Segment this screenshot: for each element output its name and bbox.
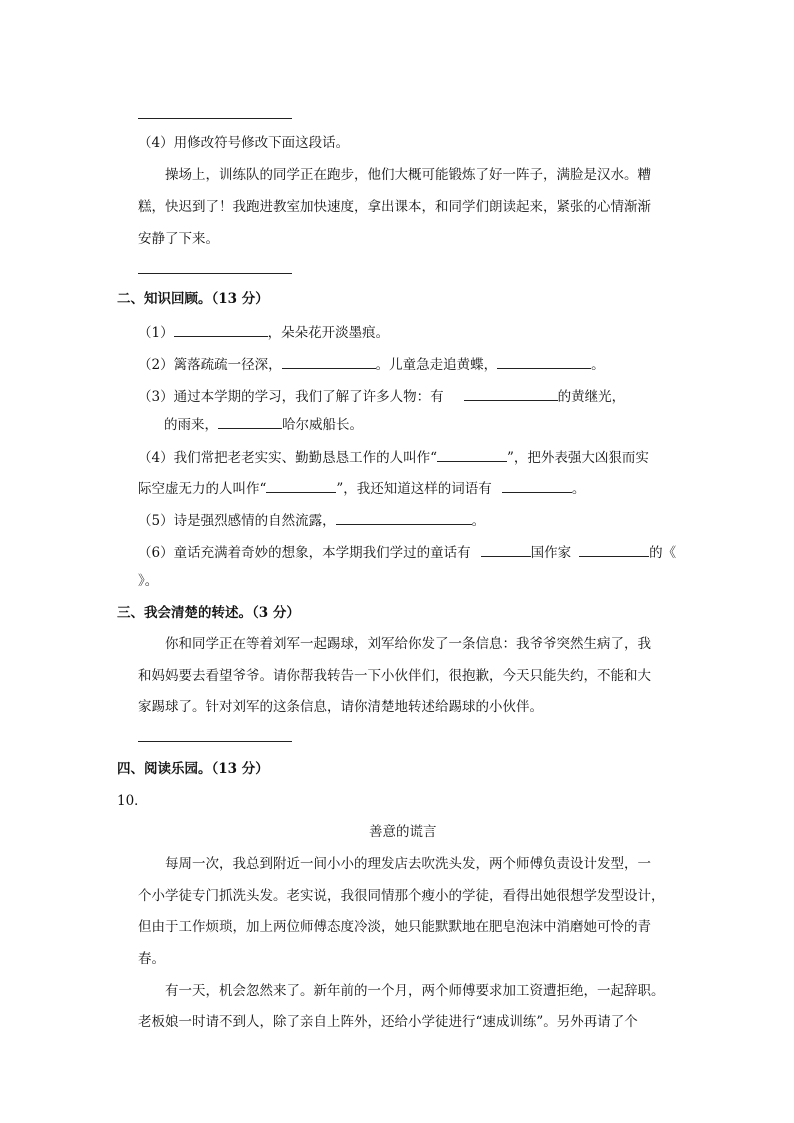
passage-line: 每周一次，我总到附近一间小小的理发店去吹洗头发，两个师傅负责设计发型，一 bbox=[165, 856, 651, 872]
answer-line[interactable] bbox=[138, 273, 292, 274]
passage-line: 糕，快迟到了！我跑进教室加快速度，拿出课本，和同学们朗读起来，紧张的心情渐渐 bbox=[138, 199, 651, 215]
blank-field[interactable] bbox=[464, 386, 558, 401]
blank-field[interactable] bbox=[336, 510, 472, 525]
passage-title: 善意的谎言 bbox=[369, 824, 437, 840]
blank-field[interactable] bbox=[174, 322, 268, 337]
fill-item-2: （2）篱落疏疏一径深， 。儿童急走追黄蝶， 。 bbox=[138, 354, 605, 374]
section-heading: 三、我会清楚的转述。（3 分） bbox=[117, 605, 300, 621]
fill-item-3-cont: 的雨来， 哈尔威船长。 bbox=[138, 414, 363, 434]
fill-item-5: （5）诗是强烈感情的自然流露， 。 bbox=[138, 510, 485, 530]
section-heading: 四、阅读乐园。（13 分） bbox=[117, 761, 269, 777]
passage-line: 老板娘一时请不到人，除了亲自上阵外，还给小学徒进行“速成训练”。另外再请了个 bbox=[138, 1014, 638, 1030]
fill-item-4: （4）我们常把老老实实、勤勤恳恳工作的人叫作“ ”，把外表强大凶狠而实 bbox=[138, 447, 649, 467]
fill-item-4-cont: 际空虚无力的人叫作“ ”，我还知道这样的词语有 。 bbox=[138, 478, 585, 498]
passage-line: 操场上，训练队的同学正在跑步，他们大概可能锻炼了好一阵子，满脸是汉水。糟 bbox=[165, 167, 651, 183]
passage-line: 有一天，机会忽然来了。新年前的一个月，两个师傅要求加工资遭拒绝，一起辞职。 bbox=[165, 983, 665, 999]
blank-field[interactable] bbox=[497, 354, 591, 369]
section-heading: 二、知识回顾。（13 分） bbox=[117, 291, 269, 307]
passage-line: 个小学徒专门抓洗头发。老实说，我很同情那个瘦小的学徒，看得出她很想学发型设计， bbox=[138, 888, 665, 904]
blank-field[interactable] bbox=[282, 354, 376, 369]
paragraph-line: 和妈妈要去看望爷爷。请你帮我转告一下小伙伴们，很抱歉，今天只能失约，不能和大 bbox=[138, 668, 651, 684]
passage-line: 安静了下来。 bbox=[138, 231, 219, 247]
paragraph-line: 家踢球了。针对刘军的这条信息，请你清楚地转述给踢球的小伙伴。 bbox=[138, 699, 543, 715]
answer-line[interactable] bbox=[138, 118, 292, 119]
fill-item-6-cont: 》。 bbox=[138, 573, 159, 589]
fill-item-6: （6）童话充满着奇妙的想象，本学期我们学过的童话有 国作家 的《 bbox=[138, 542, 676, 562]
answer-line[interactable] bbox=[138, 741, 292, 742]
paragraph-line: 你和同学正在等着刘军一起踢球，刘军给你发了一条信息：我爷爷突然生病了，我 bbox=[165, 636, 651, 652]
passage-line: 春。 bbox=[138, 951, 165, 967]
question-number: 10． bbox=[117, 793, 148, 809]
fill-item-3: （3）通过本学期的学习，我们了解了许多人物：有 的黄继光， bbox=[138, 386, 625, 406]
blank-field[interactable] bbox=[138, 415, 164, 429]
question-prompt: （4）用修改符号修改下面这段话。 bbox=[138, 135, 350, 151]
blank-field[interactable] bbox=[266, 478, 336, 493]
blank-field[interactable] bbox=[502, 478, 572, 493]
blank-field[interactable] bbox=[481, 542, 531, 557]
fill-item-1: （1） ，朵朵花开淡墨痕。 bbox=[138, 322, 389, 342]
blank-field[interactable] bbox=[218, 414, 282, 429]
blank-field[interactable] bbox=[579, 542, 649, 557]
passage-line: 但由于工作烦琐，加上两位师傅态度冷淡，她只能默默地在肥皂泡沫中消磨她可怜的青 bbox=[138, 919, 651, 935]
blank-field[interactable] bbox=[437, 447, 507, 462]
